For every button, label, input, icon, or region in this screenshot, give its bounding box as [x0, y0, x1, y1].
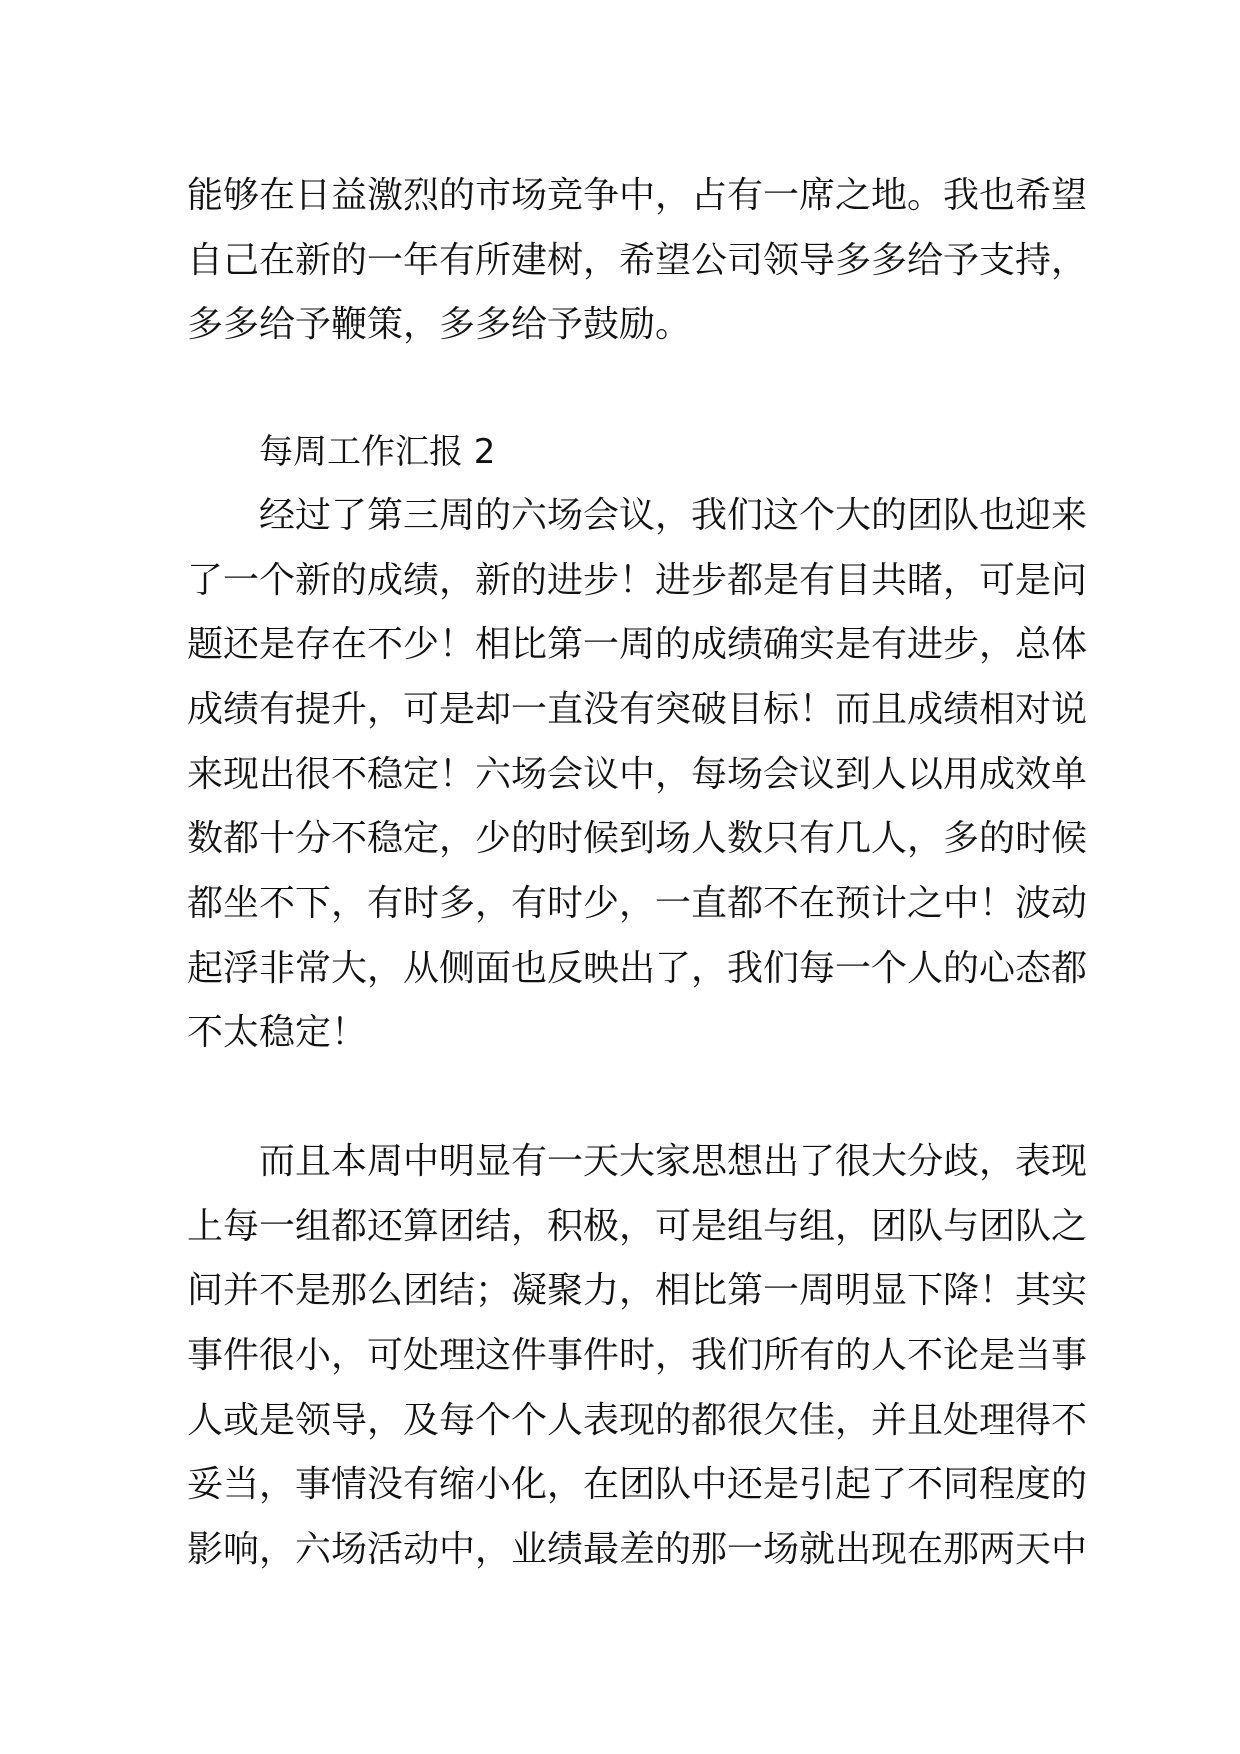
section-heading: 每周工作汇报 2 [259, 432, 496, 472]
section-2-line-3: 题还是存在不少！相比第一周的成绩确实是有进步，总体 [187, 624, 1088, 665]
section-2-line-1: 经过了第三周的六场会议，我们这个大的团队也迎来 [259, 495, 1088, 536]
paragraph-1-line-3: 多多给予鞭策，多多给予鼓励。 [187, 304, 692, 345]
section-3-line-3: 间并不是那么团结；凝聚力，相比第一周明显下降！其实 [187, 1270, 1088, 1311]
section-2-line-7: 都坐不下，有时多，有时少，一直都不在预计之中！波动 [187, 883, 1088, 924]
section-3-line-2: 上每一组都还算团结，积极，可是组与组，团队与团队之 [187, 1206, 1088, 1247]
section-3-line-4: 事件很小，可处理这件事件时，我们所有的人不论是当事 [187, 1335, 1088, 1376]
section-2-line-6: 数都十分不稳定，少的时候到场人数只有几人，多的时候 [187, 818, 1088, 859]
section-3-line-1: 而且本周中明显有一天大家思想出了很大分歧，表现 [259, 1141, 1088, 1182]
section-2-line-9: 不太稳定！ [187, 1012, 368, 1053]
section-2-line-4: 成绩有提升，可是却一直没有突破目标！而且成绩相对说 [187, 689, 1088, 730]
section-2-line-8: 起浮非常大，从侧面也反映出了，我们每一个人的心态都 [187, 948, 1088, 989]
section-3-line-5: 人或是领导，及每个个人表现的都很欠佳，并且处理得不 [187, 1400, 1088, 1441]
paragraph-1-line-2: 自己在新的一年有所建树，希望公司领导多多给予支持， [187, 240, 1088, 281]
paragraph-1-line-1: 能够在日益激烈的市场竞争中，占有一席之地。我也希望 [187, 175, 1088, 216]
section-3-line-6: 妥当，事情没有缩小化，在团队中还是引起了不同程度的 [187, 1464, 1088, 1505]
section-2-line-5: 来现出很不稳定！六场会议中，每场会议到人以用成效单 [187, 754, 1088, 795]
section-2-line-2: 了一个新的成绩，新的进步！进步都是有目共睹，可是问 [187, 560, 1088, 601]
section-3-line-7: 影响，六场活动中，业绩最差的那一场就出现在那两天中 [187, 1529, 1088, 1570]
